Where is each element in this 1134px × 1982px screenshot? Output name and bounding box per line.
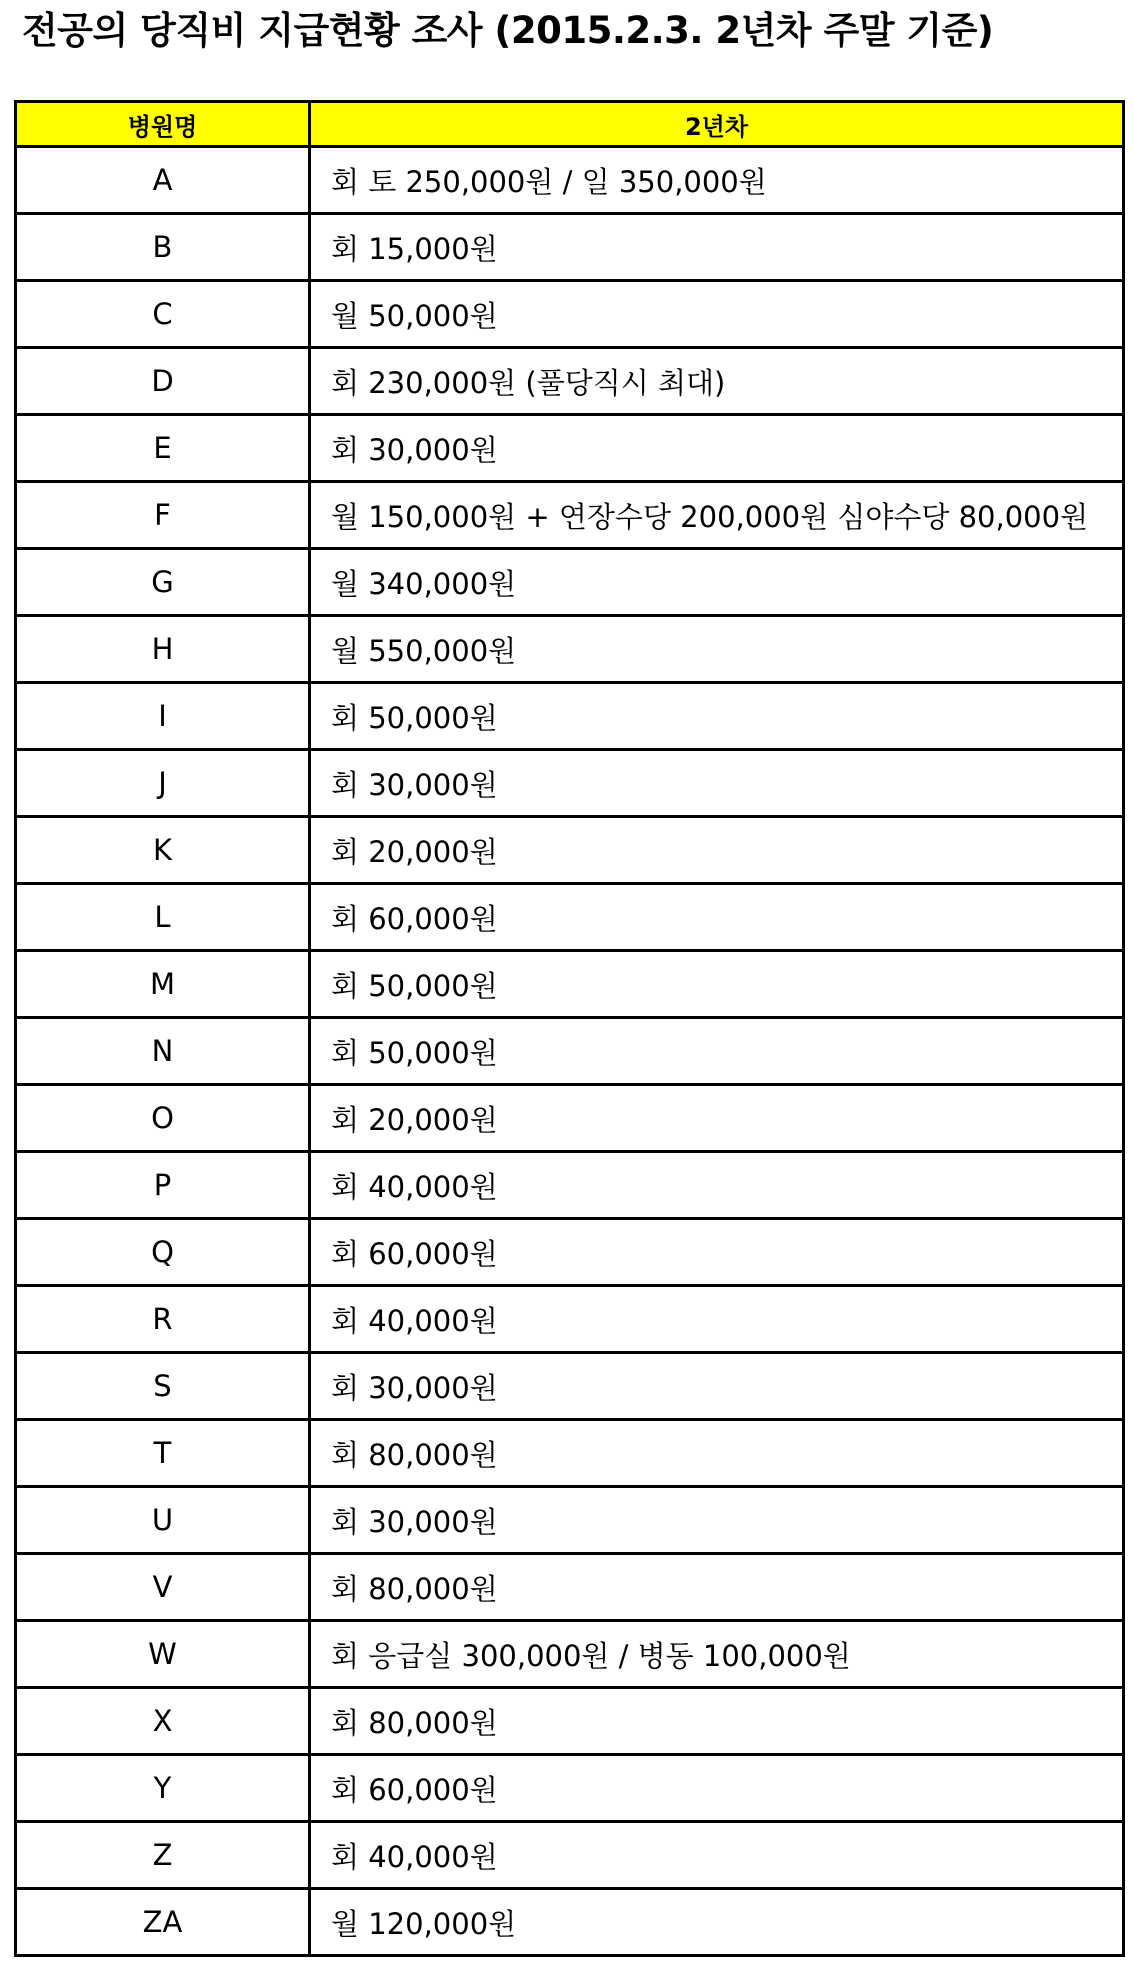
year2-stipend-cell: 월 120,000원	[310, 1889, 1124, 1956]
hospital-name-cell: O	[16, 1085, 310, 1152]
hospital-name-cell: H	[16, 616, 310, 683]
hospital-name-cell: X	[16, 1688, 310, 1755]
table-row	[16, 415, 1124, 482]
table-row	[16, 884, 1124, 951]
hospital-name-cell: D	[16, 348, 310, 415]
table-row	[16, 1286, 1124, 1353]
year2-stipend-cell: 회 응급실 300,000원 / 병동 100,000원	[310, 1621, 1124, 1688]
table-body	[16, 147, 1124, 1956]
hospital-name-cell: L	[16, 884, 310, 951]
table-row	[16, 482, 1124, 549]
year2-stipend-cell: 회 40,000원	[310, 1286, 1124, 1353]
table-row	[16, 1688, 1124, 1755]
year2-stipend-cell: 회 60,000원	[310, 884, 1124, 951]
table-row	[16, 1420, 1124, 1487]
year2-stipend-cell: 회 토 250,000원 / 일 350,000원	[310, 147, 1124, 214]
year2-stipend-cell: 회 50,000원	[310, 683, 1124, 750]
year2-stipend-cell: 월 550,000원	[310, 616, 1124, 683]
hospital-name-cell: N	[16, 1018, 310, 1085]
table-row	[16, 750, 1124, 817]
hospital-name-cell: Y	[16, 1755, 310, 1822]
year2-stipend-cell: 회 50,000원	[310, 951, 1124, 1018]
table-row	[16, 1353, 1124, 1420]
stipend-table	[14, 100, 1125, 1957]
hospital-name-cell: G	[16, 549, 310, 616]
hospital-name-cell: J	[16, 750, 310, 817]
hospital-name-cell: Q	[16, 1219, 310, 1286]
hospital-name-cell: P	[16, 1152, 310, 1219]
year2-stipend-cell: 회 30,000원	[310, 1353, 1124, 1420]
hospital-name-cell: S	[16, 1353, 310, 1420]
table-row	[16, 147, 1124, 214]
year2-stipend-cell: 회 40,000원	[310, 1822, 1124, 1889]
table-row	[16, 616, 1124, 683]
year2-stipend-cell: 회 20,000원	[310, 817, 1124, 884]
table-row	[16, 951, 1124, 1018]
hospital-name-cell: K	[16, 817, 310, 884]
hospital-name-cell: V	[16, 1554, 310, 1621]
hospital-name-cell: Z	[16, 1822, 310, 1889]
table-row	[16, 348, 1124, 415]
year2-stipend-cell: 회 30,000원	[310, 415, 1124, 482]
year2-stipend-cell: 회 20,000원	[310, 1085, 1124, 1152]
table-row	[16, 817, 1124, 884]
year2-stipend-cell: 회 60,000원	[310, 1219, 1124, 1286]
table-row	[16, 1621, 1124, 1688]
year2-stipend-cell: 월 340,000원	[310, 549, 1124, 616]
year2-stipend-cell: 회 50,000원	[310, 1018, 1124, 1085]
hospital-name-cell: R	[16, 1286, 310, 1353]
table-row	[16, 1085, 1124, 1152]
hospital-name-cell: U	[16, 1487, 310, 1554]
hospital-name-cell: M	[16, 951, 310, 1018]
table-row	[16, 1755, 1124, 1822]
year2-stipend-cell: 회 40,000원	[310, 1152, 1124, 1219]
hospital-name-cell: E	[16, 415, 310, 482]
hospital-name-cell: ZA	[16, 1889, 310, 1956]
year2-stipend-cell: 회 30,000원	[310, 750, 1124, 817]
year2-stipend-cell: 회 230,000원 (풀당직시 최대)	[310, 348, 1124, 415]
table-row	[16, 1889, 1124, 1956]
table-row	[16, 281, 1124, 348]
table-row	[16, 1822, 1124, 1889]
table-row	[16, 1018, 1124, 1085]
hospital-name-cell: I	[16, 683, 310, 750]
year2-stipend-cell: 회 15,000원	[310, 214, 1124, 281]
table-header-row	[16, 102, 1124, 147]
hospital-name-cell: B	[16, 214, 310, 281]
year2-stipend-cell: 회 80,000원	[310, 1688, 1124, 1755]
year2-stipend-cell: 회 80,000원	[310, 1554, 1124, 1621]
table-row	[16, 683, 1124, 750]
page-title: 전공의 당직비 지급현황 조사 (2015.2.3. 2년차 주말 기준)	[22, 9, 994, 52]
hospital-name-cell: F	[16, 482, 310, 549]
year2-stipend-cell: 월 50,000원	[310, 281, 1124, 348]
year2-stipend-cell: 회 60,000원	[310, 1755, 1124, 1822]
hospital-name-cell: T	[16, 1420, 310, 1487]
year2-stipend-cell: 회 80,000원	[310, 1420, 1124, 1487]
year2-stipend-cell: 회 30,000원	[310, 1487, 1124, 1554]
table-row	[16, 1152, 1124, 1219]
table-row	[16, 1554, 1124, 1621]
table-row	[16, 549, 1124, 616]
column-header-year2: 2년차	[310, 102, 1124, 147]
hospital-name-cell: A	[16, 147, 310, 214]
hospital-name-cell: C	[16, 281, 310, 348]
table-row	[16, 214, 1124, 281]
year2-stipend-cell: 월 150,000원 + 연장수당 200,000원 심야수당 80,000원	[310, 482, 1124, 549]
hospital-name-cell: W	[16, 1621, 310, 1688]
column-header-hospital: 병원명	[16, 102, 310, 147]
table-row	[16, 1219, 1124, 1286]
table-row	[16, 1487, 1124, 1554]
